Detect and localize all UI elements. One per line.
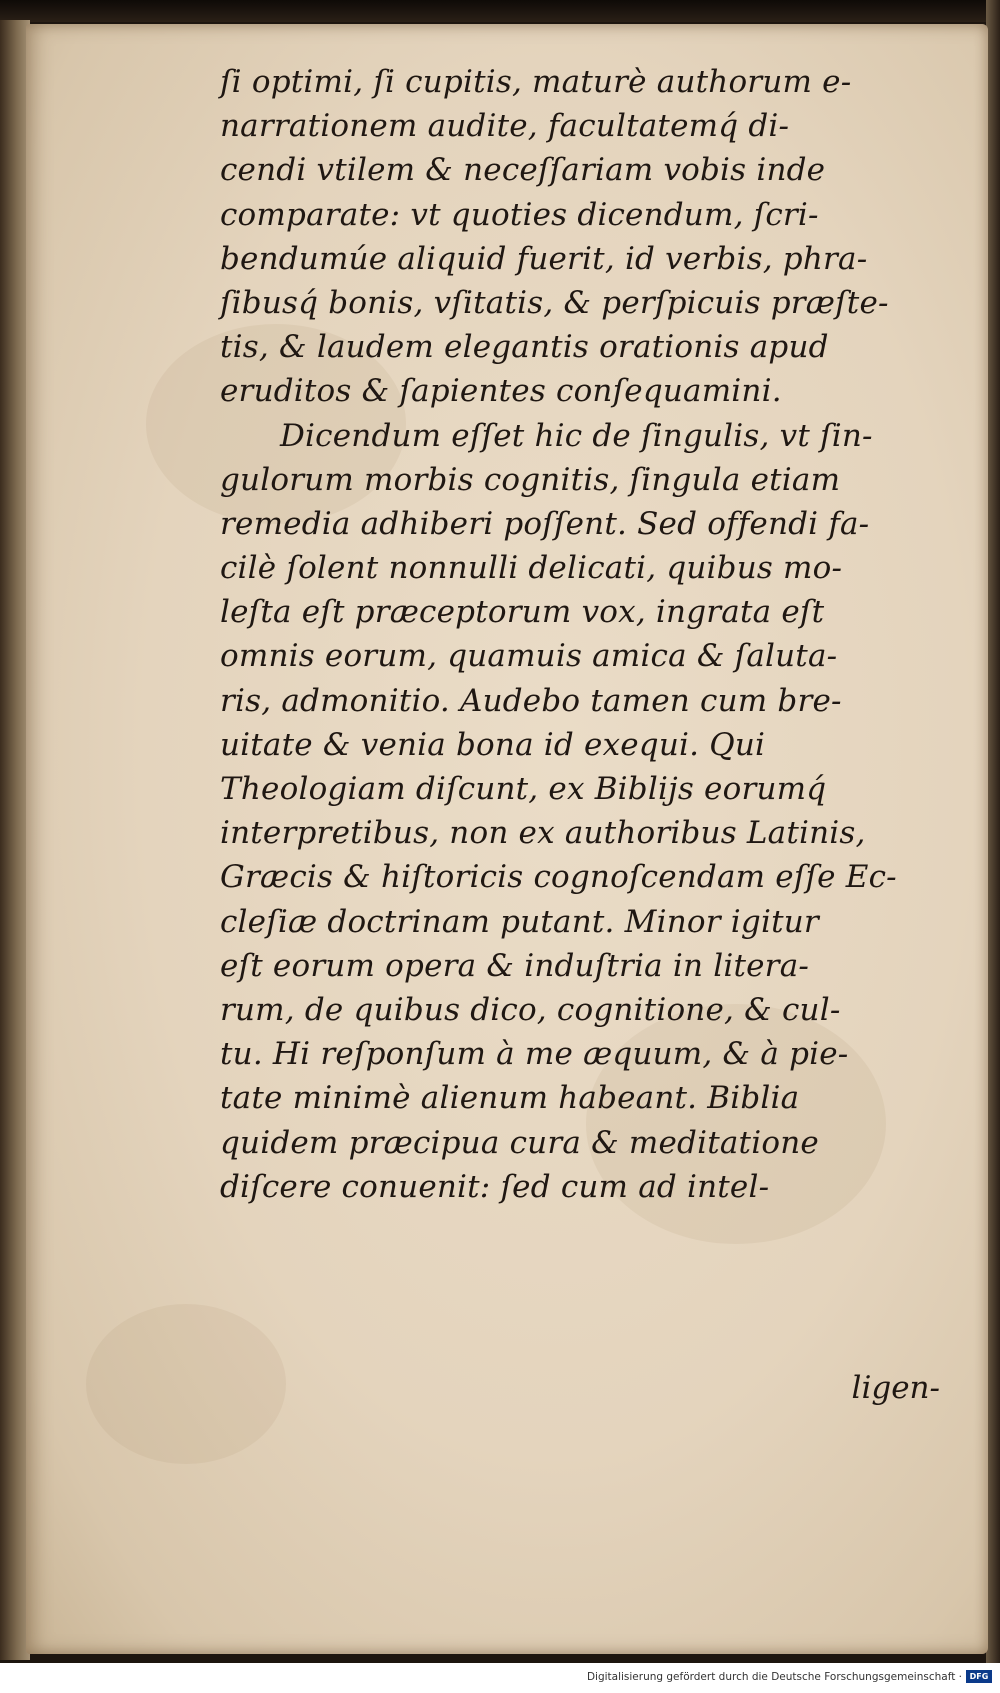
text-line: cilè ſolent nonnulli delicati, quibus mo- (220, 550, 843, 587)
text-line: eſt eorum opera & induſtria in litera- (220, 947, 810, 984)
text-line: ris, admonitio. Audebo tamen cum bre- (220, 682, 842, 719)
text-line: bendumúe aliquid fuerit, id verbis, phra- (220, 240, 868, 277)
text-line: quidem præcipua cura & meditatione (220, 1124, 819, 1161)
text-line: rum, de quibus dico, cognitione, & cul- (220, 991, 841, 1028)
dfg-logo: DFG (966, 1670, 992, 1683)
text-line: ſi optimi, ſi cupitis, maturè authorum e- (220, 64, 852, 100)
paper-stain (86, 1304, 286, 1464)
paragraph-start-line: Dicendum eſſet hic de ſingulis, vt ſin- (280, 417, 873, 454)
scan-top-edge (0, 0, 1000, 22)
text-line: diſcere conuenit: ſed cum ad intel- (220, 1168, 770, 1205)
text-line: tate minimè alienum habeant. Biblia (220, 1080, 800, 1117)
text-line: remedia adhiberi poſſent. Sed offendi fa- (220, 505, 870, 542)
text-line: gulorum morbis cognitis, ſingula etiam (220, 461, 841, 498)
text-line: leſta eſt præceptorum vox, ingrata eſt (220, 594, 825, 631)
text-line: uitate & venia bona id exequi. Qui (220, 726, 766, 763)
footer-credit: Digitalisierung gefördert durch die Deutsche Forschungsgemeinschaft · (586, 1671, 962, 1683)
body-text (220, 60, 950, 1209)
text-line: comparate: vt quoties dicendum, ſcri- (220, 196, 819, 233)
text-line: cendi vtilem & neceſſariam vobis inde (220, 152, 826, 189)
text-line: interpretibus, non ex authoribus Latinis, (220, 815, 866, 852)
text-line: tu. Hi reſponſum à me æquum, & à pie- (220, 1036, 849, 1073)
digitization-footer (0, 1663, 1000, 1693)
page-right-edge (986, 0, 1000, 1663)
text-line: omnis eorum, quamuis amica & ſaluta- (220, 638, 838, 675)
text-line: ſibusq́ bonis, vſitatis, & perſpicuis præſte- (220, 284, 889, 321)
catchword: ligen- (851, 1370, 940, 1406)
text-line: narrationem audite, facultatemq́ di- (220, 108, 790, 145)
text-line: Theologiam diſcunt, ex Biblijs eorumq́ (220, 771, 827, 807)
text-line: eruditos & ſapientes conſequamini. (220, 373, 782, 410)
text-line: cleſiæ doctrinam putant. Minor igitur (220, 903, 819, 940)
text-line: Græcis & hiſtoricis cognoſcendam eſſe Ec- (220, 859, 897, 896)
text-line: tis, & laudem elegantis orationis apud (220, 329, 829, 366)
